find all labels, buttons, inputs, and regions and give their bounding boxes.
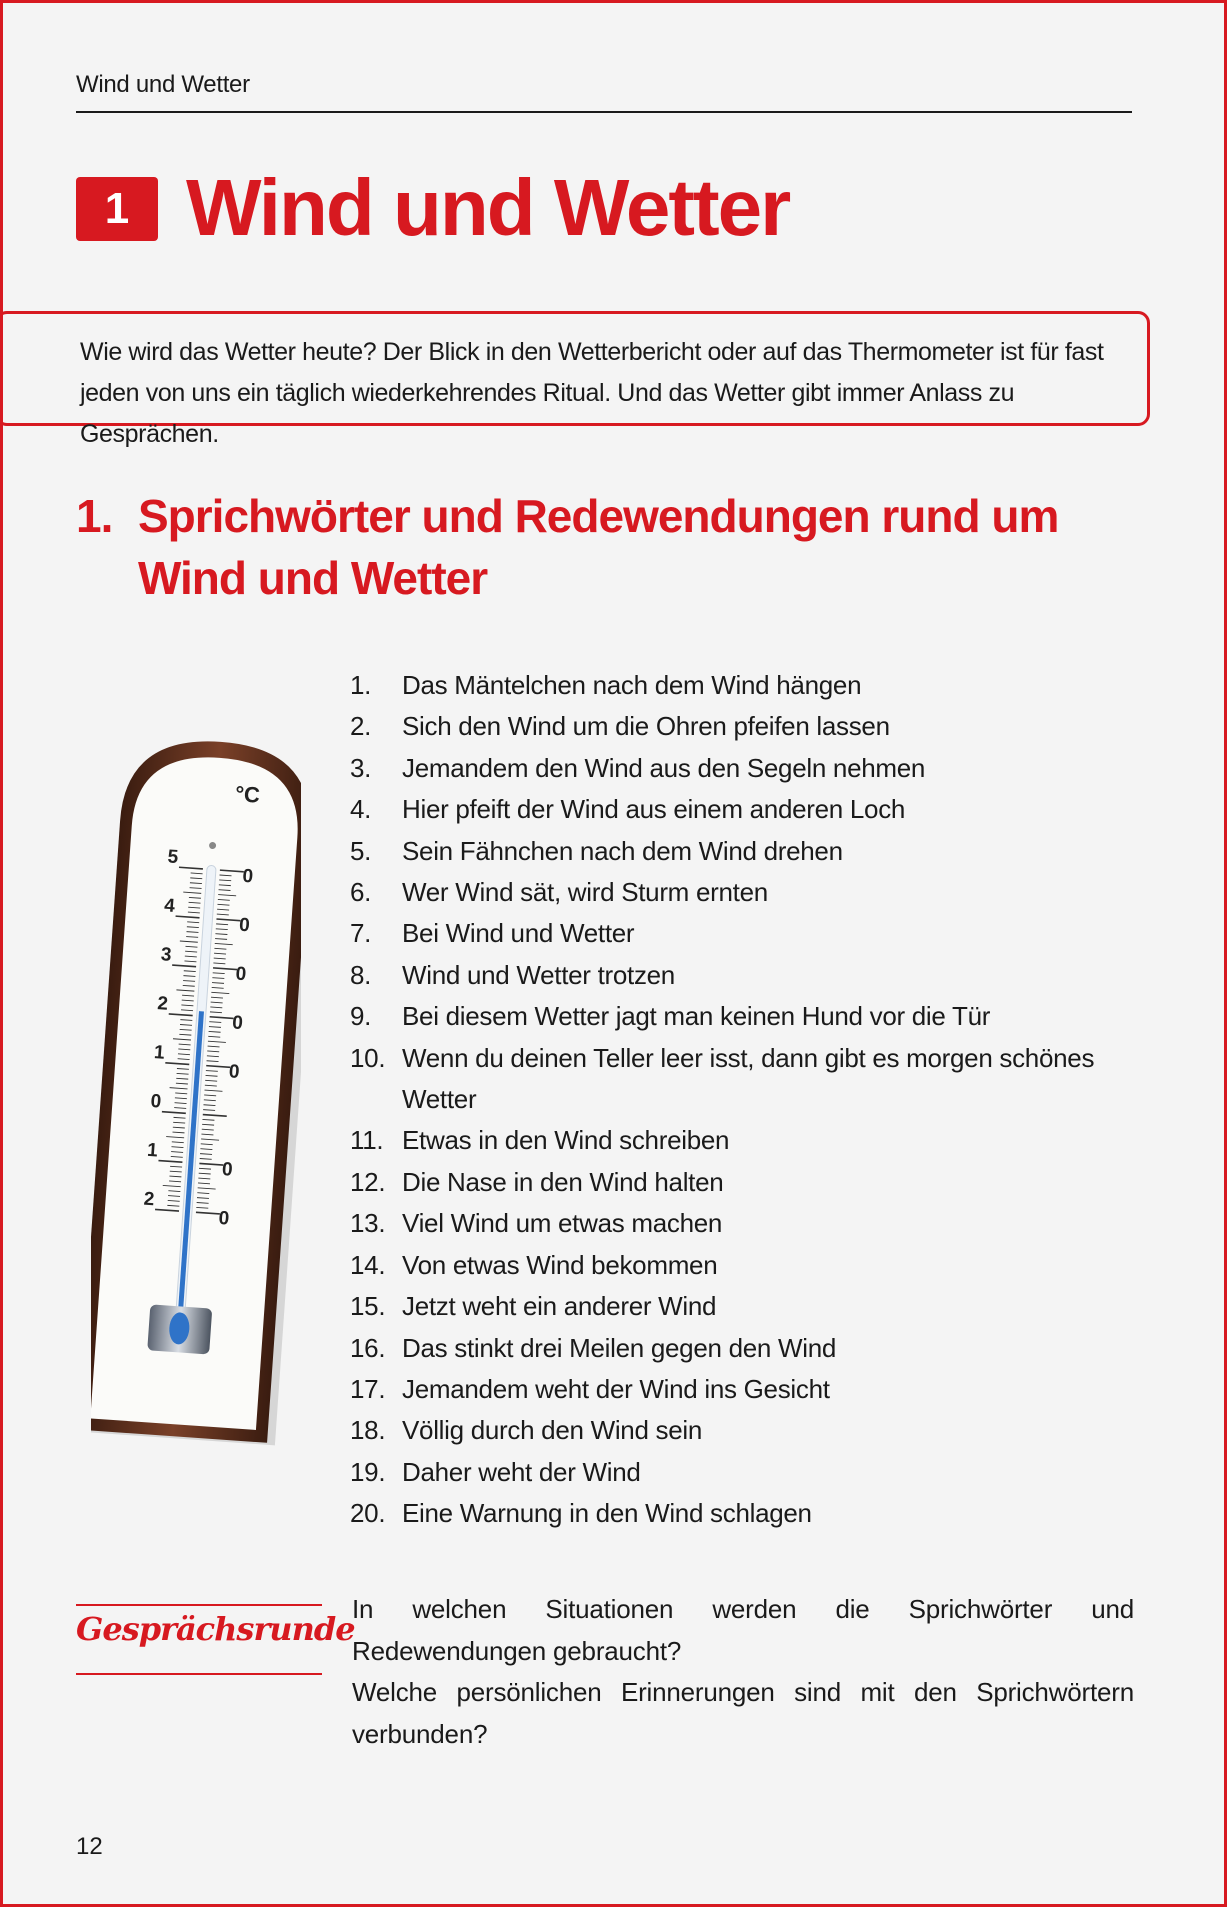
- saying-number: 6.: [350, 877, 372, 908]
- scale-label: 0: [217, 1207, 230, 1230]
- saying-text: Wind und Wetter trotzen: [402, 959, 675, 990]
- saying-item: [350, 1120, 1150, 1161]
- header-rule: [76, 111, 1132, 113]
- thermometer-illustration: [91, 737, 301, 1457]
- intro-text: Wie wird das Wetter heute? Der Blick in den Wetterbericht oder auf das Thermometer ist für fast jeden von uns ein täglich wiederkehrendes Ritual. Und das Wetter gibt immer Anlass zu Gesprächen.: [80, 338, 1104, 448]
- saying-item: [350, 665, 1150, 706]
- thermometer-body: [91, 737, 301, 1445]
- saying-number: 9.: [350, 1001, 372, 1032]
- saying-text: Daher weht der Wind: [402, 1456, 641, 1487]
- saying-text: Die Nase in den Wind halten: [402, 1166, 724, 1197]
- saying-text: Wenn du deinen Teller leer isst, dann gibt es morgen schönes Wetter: [402, 1042, 1095, 1115]
- scale-label: 1: [153, 1041, 166, 1064]
- scale-label: 0: [231, 1012, 244, 1035]
- saying-number: 4.: [350, 794, 372, 825]
- saying-text: Wer Wind sät, wird Sturm ernten: [402, 877, 768, 908]
- scale-label: 4: [163, 895, 176, 918]
- chapter-title: Wind und Wetter: [186, 163, 790, 252]
- scale-label: 1: [146, 1139, 159, 1162]
- sayings-list: [350, 665, 1150, 1535]
- saying-text: Völlig durch den Wind sein: [402, 1415, 703, 1446]
- discussion-rule-top: [76, 1604, 322, 1606]
- saying-number: 5.: [350, 835, 372, 866]
- saying-item: [350, 831, 1150, 872]
- discussion-question: In welchen Situationen werden die Sprichwörter und Redewendungen gebraucht?: [352, 1594, 1134, 1666]
- saying-number: 20.: [350, 1498, 386, 1529]
- scale-label: 0: [228, 1061, 241, 1083]
- chapter-number-badge: 1: [76, 177, 158, 241]
- saying-text: Bei diesem Wetter jagt man keinen Hund vor die Tür: [402, 1001, 991, 1032]
- saying-number: 11.: [350, 1125, 384, 1156]
- saying-number: 8.: [350, 959, 372, 990]
- saying-number: 17.: [350, 1373, 386, 1404]
- saying-number: 14.: [350, 1249, 386, 1280]
- discussion-rule-bottom: [76, 1673, 322, 1675]
- saying-number: 15.: [350, 1291, 386, 1322]
- scale-label: 0: [234, 963, 247, 986]
- scale-label: 2: [156, 993, 169, 1015]
- saying-number: 1.: [350, 670, 372, 700]
- saying-text: Von etwas Wind bekommen: [402, 1249, 718, 1280]
- saying-item: [350, 1493, 1150, 1534]
- scale-label: 0: [221, 1159, 234, 1181]
- intro-box: [0, 311, 1150, 448]
- saying-number: 19.: [350, 1456, 386, 1487]
- saying-item: [350, 1369, 1150, 1410]
- running-head: Wind und Wetter: [76, 71, 250, 98]
- saying-item: [350, 1203, 1150, 1244]
- discussion-label: Gesprächsrunde: [76, 1610, 355, 1648]
- saying-text: Etwas in den Wind schreiben: [402, 1125, 730, 1156]
- saying-item: [350, 1452, 1150, 1493]
- saying-text: Das stinkt drei Meilen gegen den Wind: [402, 1332, 837, 1363]
- scale-label: 0: [238, 914, 251, 937]
- saying-number: 16.: [350, 1332, 386, 1363]
- scale-label: 0: [241, 865, 254, 888]
- saying-text: Viel Wind um etwas machen: [402, 1208, 723, 1239]
- saying-text: Jetzt weht ein anderer Wind: [402, 1291, 717, 1322]
- saying-number: 18.: [350, 1415, 386, 1446]
- saying-item: [350, 1286, 1150, 1327]
- page-number: 12: [76, 1833, 103, 1860]
- saying-item: [350, 996, 1150, 1037]
- discussion-question: Welche persönlichen Erinnerungen sind mit den Sprichwörtern verbunden?: [352, 1677, 1134, 1749]
- saying-number: 2.: [350, 711, 372, 742]
- saying-item: [350, 913, 1150, 954]
- saying-item: [350, 872, 1150, 913]
- saying-item: [350, 1245, 1150, 1286]
- saying-text: Jemandem weht der Wind ins Gesicht: [402, 1373, 830, 1404]
- scale-label: 3: [160, 944, 173, 966]
- saying-text: Bei Wind und Wetter: [402, 918, 635, 949]
- scale-label: 2: [143, 1188, 156, 1211]
- unit-label: °C: [234, 781, 261, 808]
- saying-text: Sein Fähnchen nach dem Wind drehen: [402, 835, 843, 866]
- saying-item: [350, 955, 1150, 996]
- scale-label: 5: [166, 846, 179, 869]
- saying-item: [350, 706, 1150, 747]
- saying-text: Das Mäntelchen nach dem Wind hängen: [402, 670, 862, 700]
- saying-number: 3.: [350, 752, 372, 783]
- section-number: 1.: [76, 490, 113, 542]
- saying-number: 10.: [350, 1042, 386, 1073]
- saying-item: [350, 1038, 1150, 1121]
- saying-text: Hier pfeift der Wind aus einem anderen Loch: [402, 794, 906, 825]
- section-title: Sprichwörter und Redewendungen rund um Wind und Wetter: [138, 490, 1059, 604]
- saying-text: Jemandem den Wind aus den Segeln nehmen: [402, 752, 926, 783]
- saying-item: [350, 789, 1150, 830]
- saying-item: [350, 748, 1150, 789]
- saying-item: [350, 1328, 1150, 1369]
- discussion-questions: [352, 1589, 1134, 1755]
- saying-item: [350, 1410, 1150, 1451]
- saying-number: 12.: [350, 1166, 386, 1197]
- saying-item: [350, 1162, 1150, 1203]
- saying-text: Eine Warnung in den Wind schlagen: [402, 1498, 812, 1529]
- saying-text: Sich den Wind um die Ohren pfeifen lassen: [402, 711, 890, 742]
- saying-number: 13.: [350, 1208, 386, 1239]
- saying-number: 7.: [350, 918, 372, 949]
- scale-label: 0: [149, 1090, 162, 1113]
